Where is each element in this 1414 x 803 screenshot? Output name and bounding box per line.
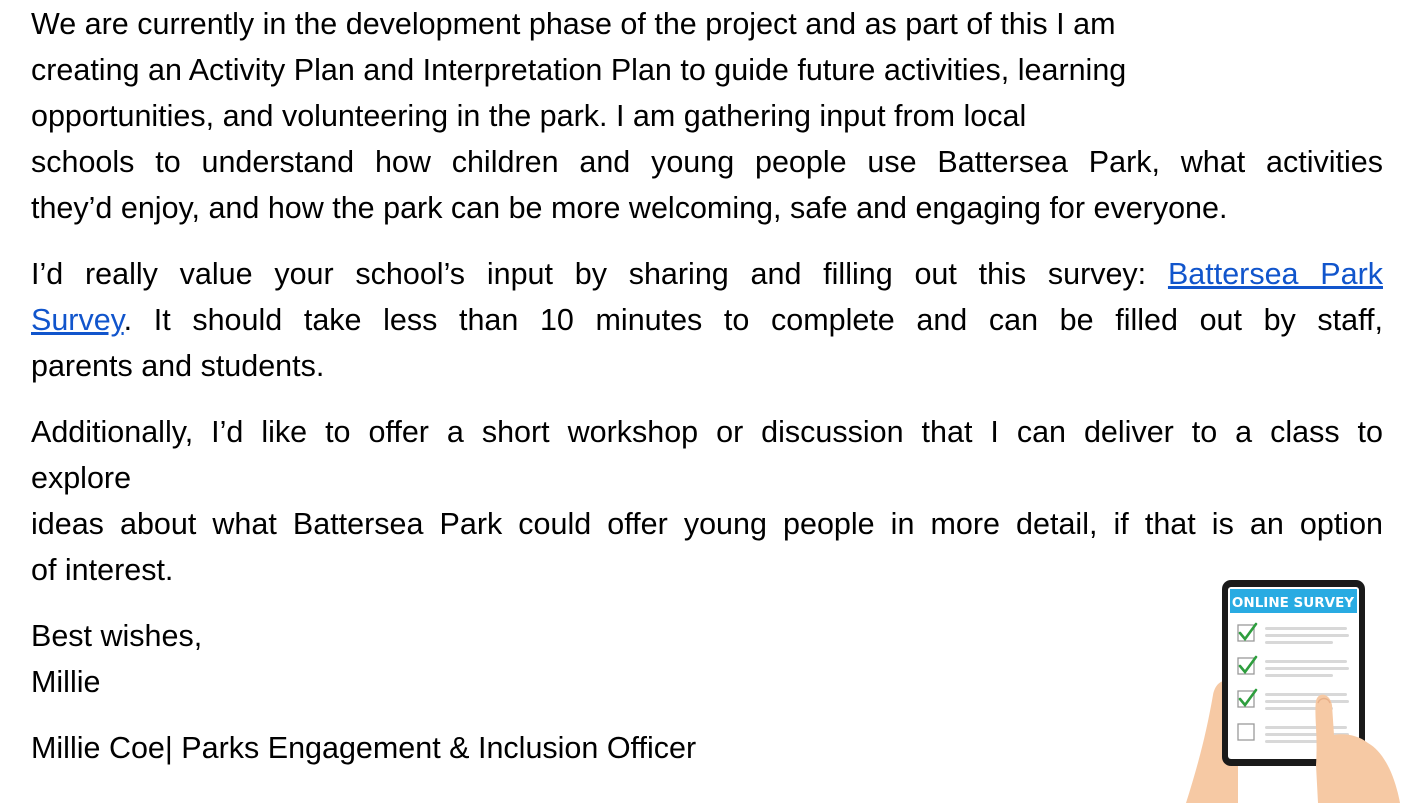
greeting: Best wishes, [31, 619, 203, 653]
sender-name: Millie [31, 665, 101, 699]
paragraph-2-line-3: parents and students. [31, 349, 325, 383]
paragraph-1-line-5: they’d enjoy, and how the park can be more welcoming, safe and engaging for everyone. [31, 191, 1228, 225]
online-survey-tablet-illustration [1168, 575, 1408, 803]
paragraph-3-line-2: explore [31, 461, 132, 495]
placeholder-text-line [1265, 693, 1347, 696]
paragraph-2-text: I’d really value your school’s input by sharing and filling out this survey: [31, 257, 1147, 291]
survey-link[interactable]: Battersea Park [1167, 257, 1383, 291]
paragraph-3-line-3: ideas about what Battersea Park could offer young people in more detail, if that is an option [31, 507, 1383, 541]
placeholder-text-line [1265, 634, 1349, 637]
placeholder-text-line [1265, 674, 1333, 677]
checkbox-icon [1238, 724, 1254, 740]
paragraph-3-line-4: of interest. [31, 553, 174, 587]
placeholder-text-line [1265, 627, 1347, 630]
placeholder-text-line [1265, 700, 1349, 703]
paragraph-2-line-1 [31, 251, 1383, 297]
paragraph-1-line-4: schools to understand how children and young people use Battersea Park, what activities [31, 145, 1383, 179]
paragraph-1-line-3: opportunities, and volunteering in the park. I am gathering input from local [31, 99, 1027, 133]
placeholder-text-line [1265, 667, 1349, 670]
placeholder-text-line [1265, 641, 1333, 644]
survey-link-continued[interactable]: Survey [31, 303, 124, 337]
signature: Millie Coe| Parks Engagement & Inclusion Officer [31, 731, 697, 765]
paragraph-3-line-1: Additionally, I’d like to offer a short workshop or discussion that I can deliver to a class to [31, 415, 1383, 449]
paragraph-2-line-2 [31, 297, 1383, 343]
paragraph-1-line-1: We are currently in the development phase of the project and as part of this I am [31, 7, 1116, 41]
placeholder-text-line [1265, 726, 1347, 729]
placeholder-text-line [1265, 660, 1347, 663]
survey-banner-text: ONLINE SURVEY [1231, 595, 1355, 611]
paragraph-2-text-2: . It should take less than 10 minutes to complete and can be filled out by staff, [123, 303, 1383, 337]
paragraph-1-line-2: creating an Activity Plan and Interpretation Plan to guide future activities, learning [31, 53, 1127, 87]
